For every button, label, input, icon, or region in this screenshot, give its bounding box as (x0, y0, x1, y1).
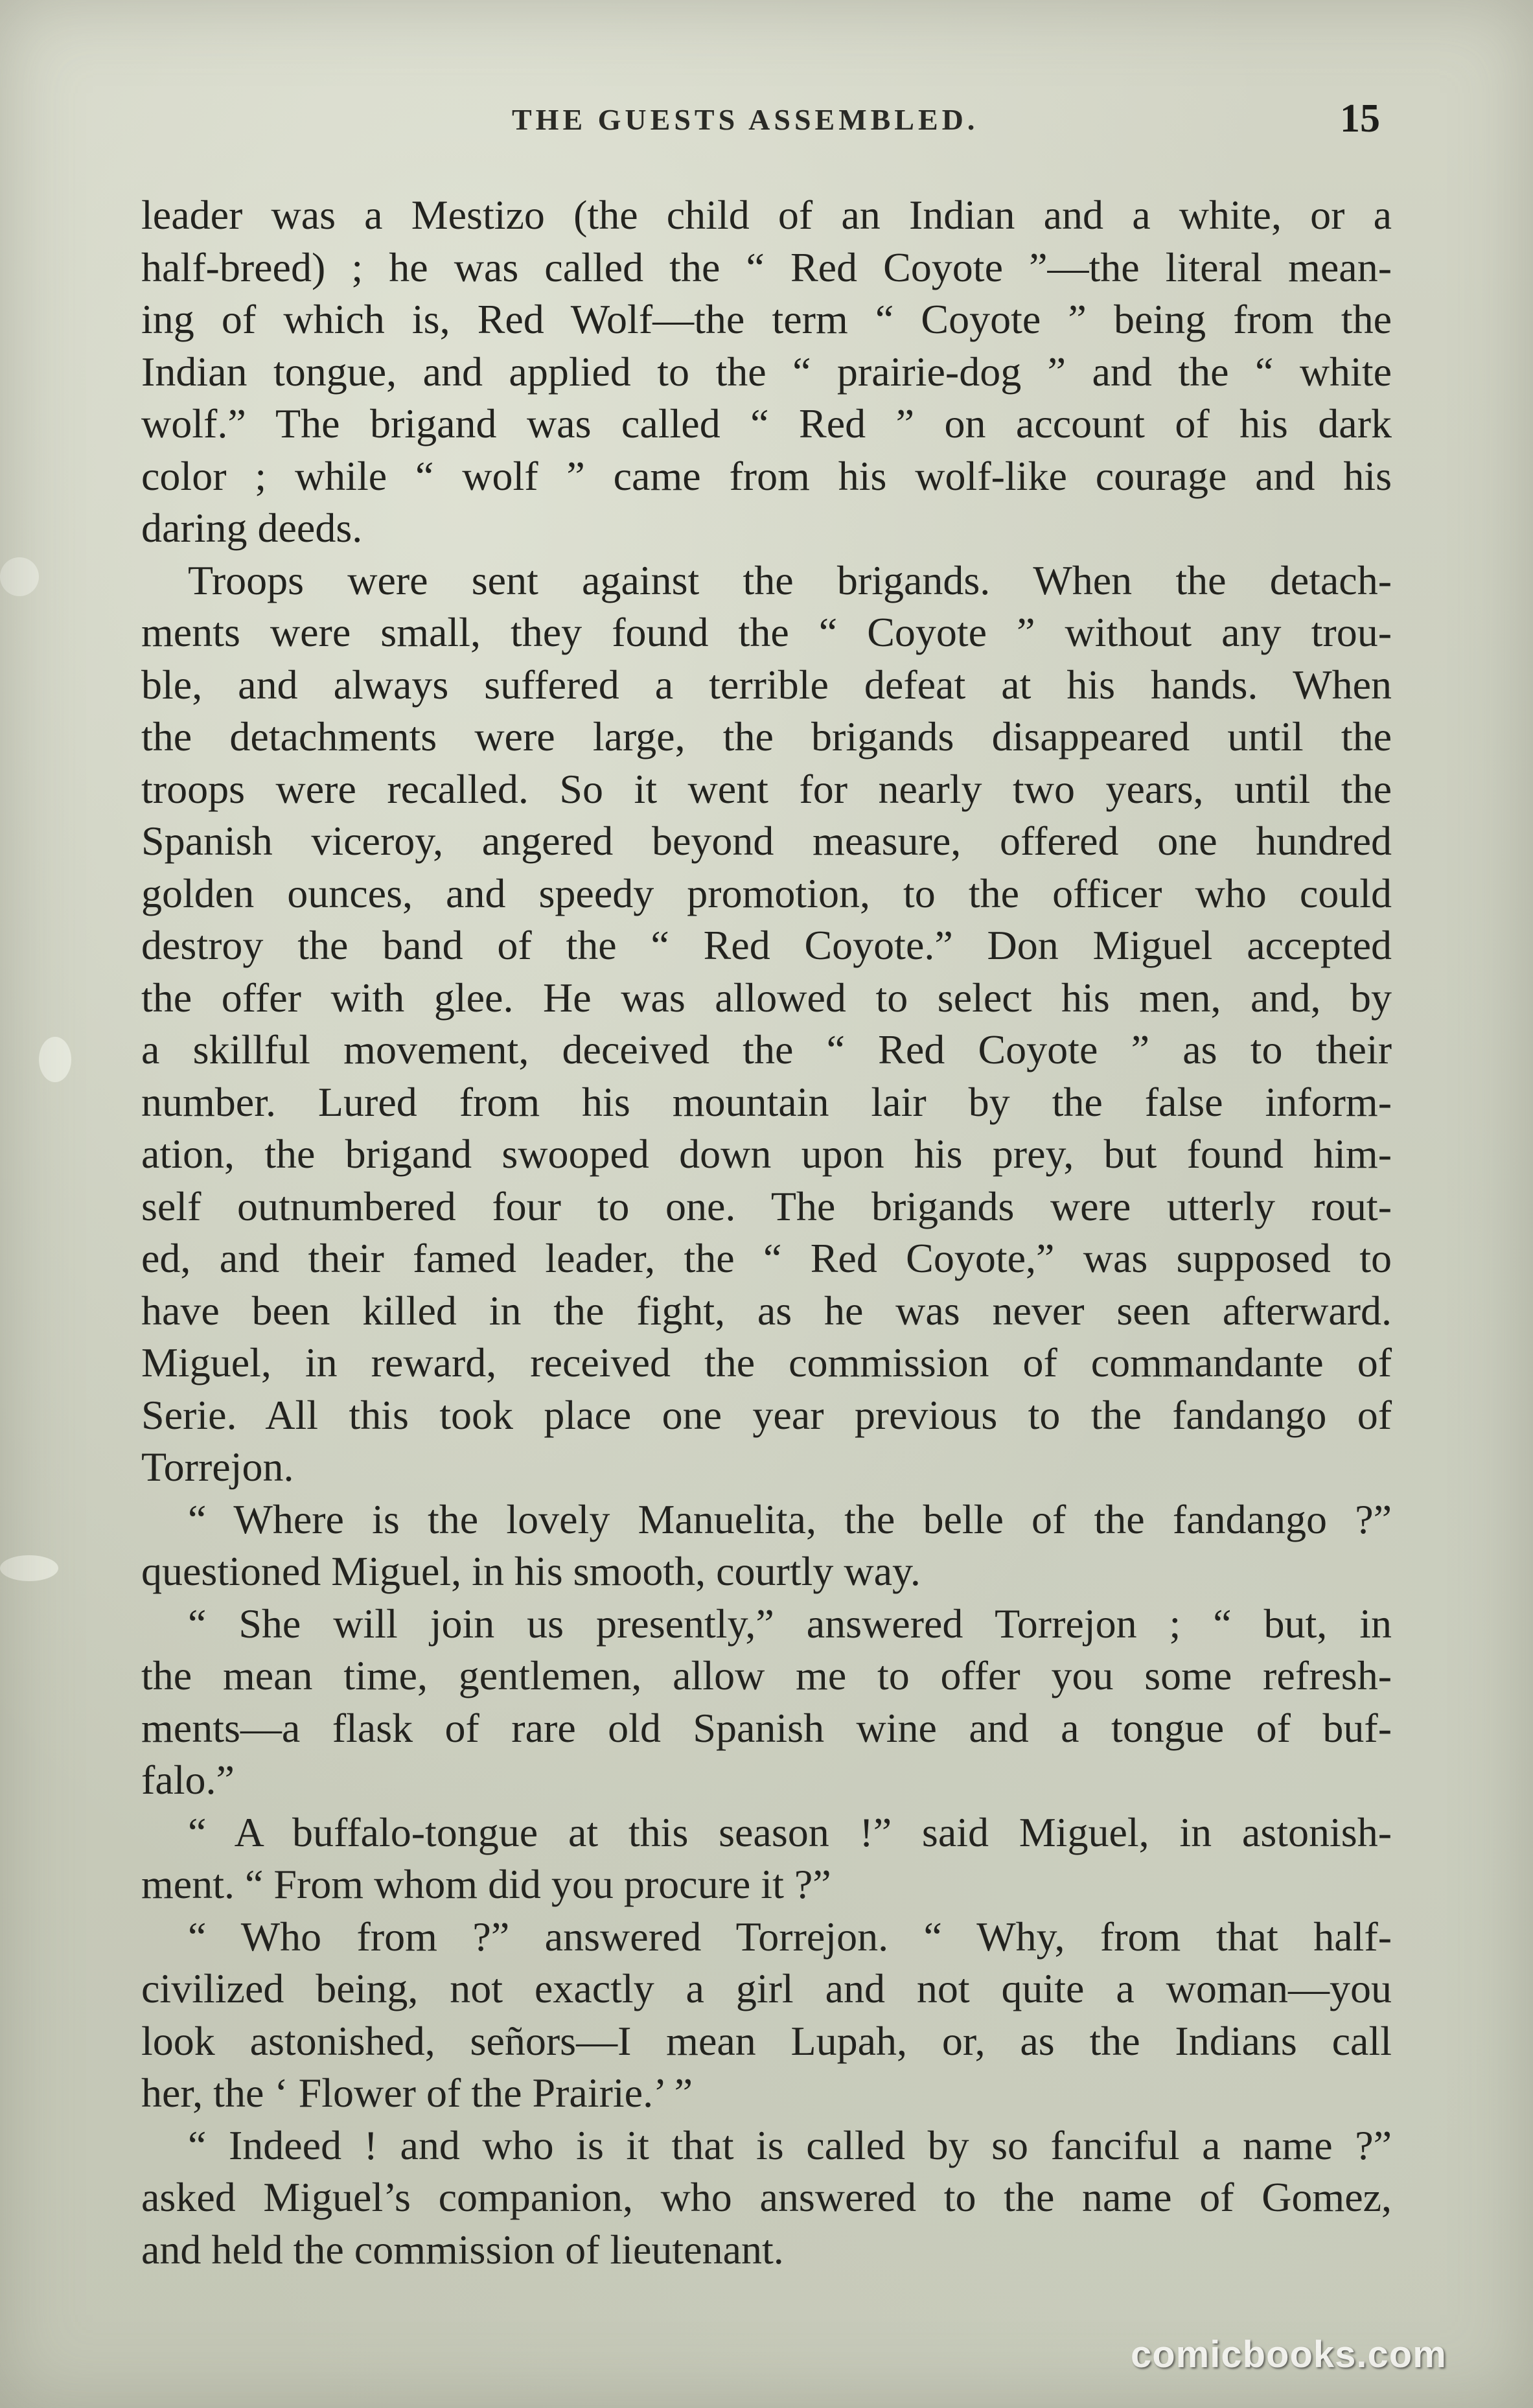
text-line: Miguel, in reward, received the commission of commandante of (141, 1339, 1392, 1385)
text-line: “ Who from ?” answered Torrejon. “ Why, from that half- (188, 1913, 1392, 1960)
text-line: Spanish viceroy, angered beyond measure, offered one hundred (141, 818, 1392, 864)
text-line: ble, and always suffered a terrible defeat at his hands. When (141, 661, 1392, 708)
text-line: the offer with glee. He was allowed to select his men, and, by (141, 974, 1392, 1021)
text-line: ation, the brigand swooped down upon his prey, but found him- (141, 1131, 1392, 1177)
text-line: leader was a Mestizo (the child of an Indian and a white, or a (141, 192, 1392, 238)
text-line: “ Where is the lovely Manuelita, the belle of the fandango ?” (188, 1496, 1392, 1542)
text-line: civilized being, not exactly a girl and not quite a woman—you (141, 1965, 1392, 2011)
text-line: “ She will join us presently,” answered Torrejon ; “ but, in (188, 1600, 1392, 1647)
running-head (0, 97, 1533, 149)
text-line: self outnumbered four to one. The brigands were utterly rout- (141, 1183, 1392, 1229)
text-line: questioned Miguel, in his smooth, courtly way. (141, 1548, 921, 1594)
text-line: Troops were sent against the brigands. When the detach- (188, 557, 1392, 603)
text-line: “ Indeed ! and who is it that is called by so fanciful a name ?” (188, 2122, 1392, 2168)
text-line: ments—a flask of rare old Spanish wine and a tongue of buf- (141, 1704, 1392, 1751)
text-line: destroy the band of the “ Red Coyote.” Don Miguel accepted (141, 922, 1392, 968)
text-line: her, the ‘ Flower of the Prairie.’ ” (141, 2070, 693, 2116)
text-line: ed, and their famed leader, the “ Red Coyote,” was supposed to (141, 1235, 1392, 1281)
text-line: look astonished, señors—I mean Lupah, or, as the Indians call (141, 2017, 1392, 2064)
text-line: wolf.” The brigand was called “ Red ” on account of his dark (141, 400, 1392, 446)
text-line: daring deeds. (141, 505, 363, 551)
page-tear-mark (0, 557, 39, 596)
text-line: asked Miguel’s companion, who answered to the name of Gomez, (141, 2174, 1392, 2220)
text-line: Indian tongue, and applied to the “ prairie-dog ” and the “ white (141, 348, 1392, 395)
text-line: number. Lured from his mountain lair by the false inform- (141, 1078, 1392, 1125)
text-line: golden ounces, and speedy promotion, to the officer who could (141, 870, 1392, 916)
source-watermark: comicbooks.com (1131, 2333, 1447, 2376)
page-tear-mark (0, 1555, 58, 1581)
text-line: falo.” (141, 1757, 235, 1803)
text-line: the mean time, gentlemen, allow me to offer you some refresh- (141, 1652, 1392, 1698)
page-number: 15 (1340, 97, 1380, 141)
text-line: Torrejon. (141, 1444, 294, 1490)
running-head-title: THE GUESTS ASSEMBLED. (512, 103, 979, 136)
text-line: a skillful movement, deceived the “ Red Coyote ” as to their (141, 1026, 1392, 1072)
text-line: and held the commission of lieutenant. (141, 2226, 784, 2273)
text-line: ment. “ From whom did you procure it ?” (141, 1861, 831, 1907)
text-line: color ; while “ wolf ” came from his wolf-like courage and his (141, 452, 1392, 499)
body-text (141, 189, 1392, 2276)
text-line: Serie. All this took place one year previous to the fandango of (141, 1391, 1392, 1438)
text-line: ing of which is, Red Wolf—the term “ Coyote ” being from the (141, 296, 1392, 342)
text-line: the detachments were large, the brigands disappeared until the (141, 713, 1392, 759)
text-line: half-breed) ; he was called the “ Red Coyote ”—the literal mean- (141, 244, 1392, 290)
text-line: have been killed in the fight, as he was never seen afterward. (141, 1287, 1392, 1334)
text-line: “ A buffalo-tongue at this season !” said Miguel, in astonish- (188, 1809, 1392, 1855)
text-line: troops were recalled. So it went for nearly two years, until the (141, 765, 1392, 812)
page-tear-mark (39, 1037, 71, 1082)
text-line: ments were small, they found the “ Coyote ” without any trou- (141, 609, 1392, 655)
